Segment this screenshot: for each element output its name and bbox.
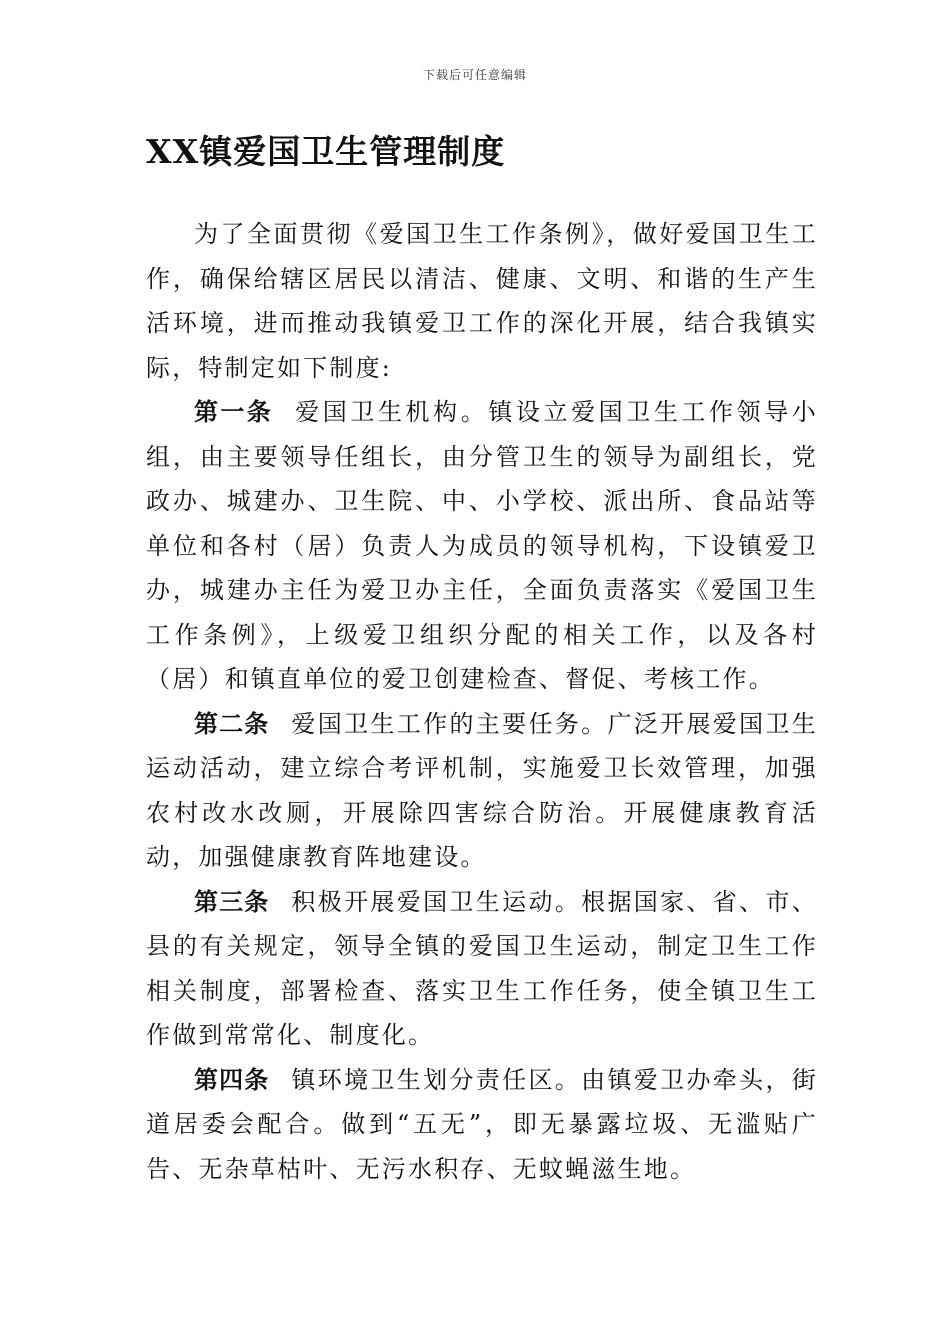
article-3 [146,880,818,1058]
article-1-text: 爱国卫生机构。镇设立爱国卫生工作领导小组，由主要领导任组长，由分管卫生的领导为副组长，党政办、城建办、卫生院、中、小学校、派出所、食品站等单位和各村（居）负责人为成员的领导机构，下设镇爱卫办，城建办主任为爱卫办主任，全面负责落实《爱国卫生工作条例》，上级爱卫组织分配的相关工作，以及各村（居）和镇直单位的爱卫创建检查、督促、考核工作。 [146,398,818,693]
article-4-label: 第四条 [194,1065,270,1094]
article-3-text: 积极开展爱国卫生运动。根据国家、省、市、县的有关规定，领导全镇的爱国卫生运动，制定卫生工作相关制度，部署检查、落实卫生工作任务，使全镇卫生工作做到常常化、制度化。 [146,887,819,1049]
article-1-label: 第一条 [194,398,274,426]
article-2-label: 第二条 [194,709,270,738]
document-title: XX镇爱国卫生管理制度 [146,132,506,171]
article-2 [146,702,818,880]
article-4 [146,1058,818,1192]
article-1 [146,390,818,702]
article-4-text: 镇环境卫生划分责任区。由镇爱卫办牵头，街道居委会配合。做到“五无”，即无暴露垃圾、无滥贴广告、无杂草枯叶、无污水积存、无蚊蝇滋生地。 [146,1065,819,1183]
header-note: 下载后可任意编辑 [422,68,527,82]
document-body [146,212,818,1191]
article-2-text: 爱国卫生工作的主要任务。广泛开展爱国卫生运动活动，建立综合考评机制，实施爱卫长效管理，加强农村改水改厕，开展除四害综合防治。开展健康教育活动，加强健康教育阵地建设。 [146,709,819,871]
article-3-label: 第三条 [194,887,270,916]
intro-paragraph: 为了全面贯彻《爱国卫生工作条例》，做好爱国卫生工作，确保给辖区居民以清洁、健康、文明、和谐的生产生活环境，进而推动我镇爱卫工作的深化开展，结合我镇实际，特制定如下制度: [146,220,818,382]
